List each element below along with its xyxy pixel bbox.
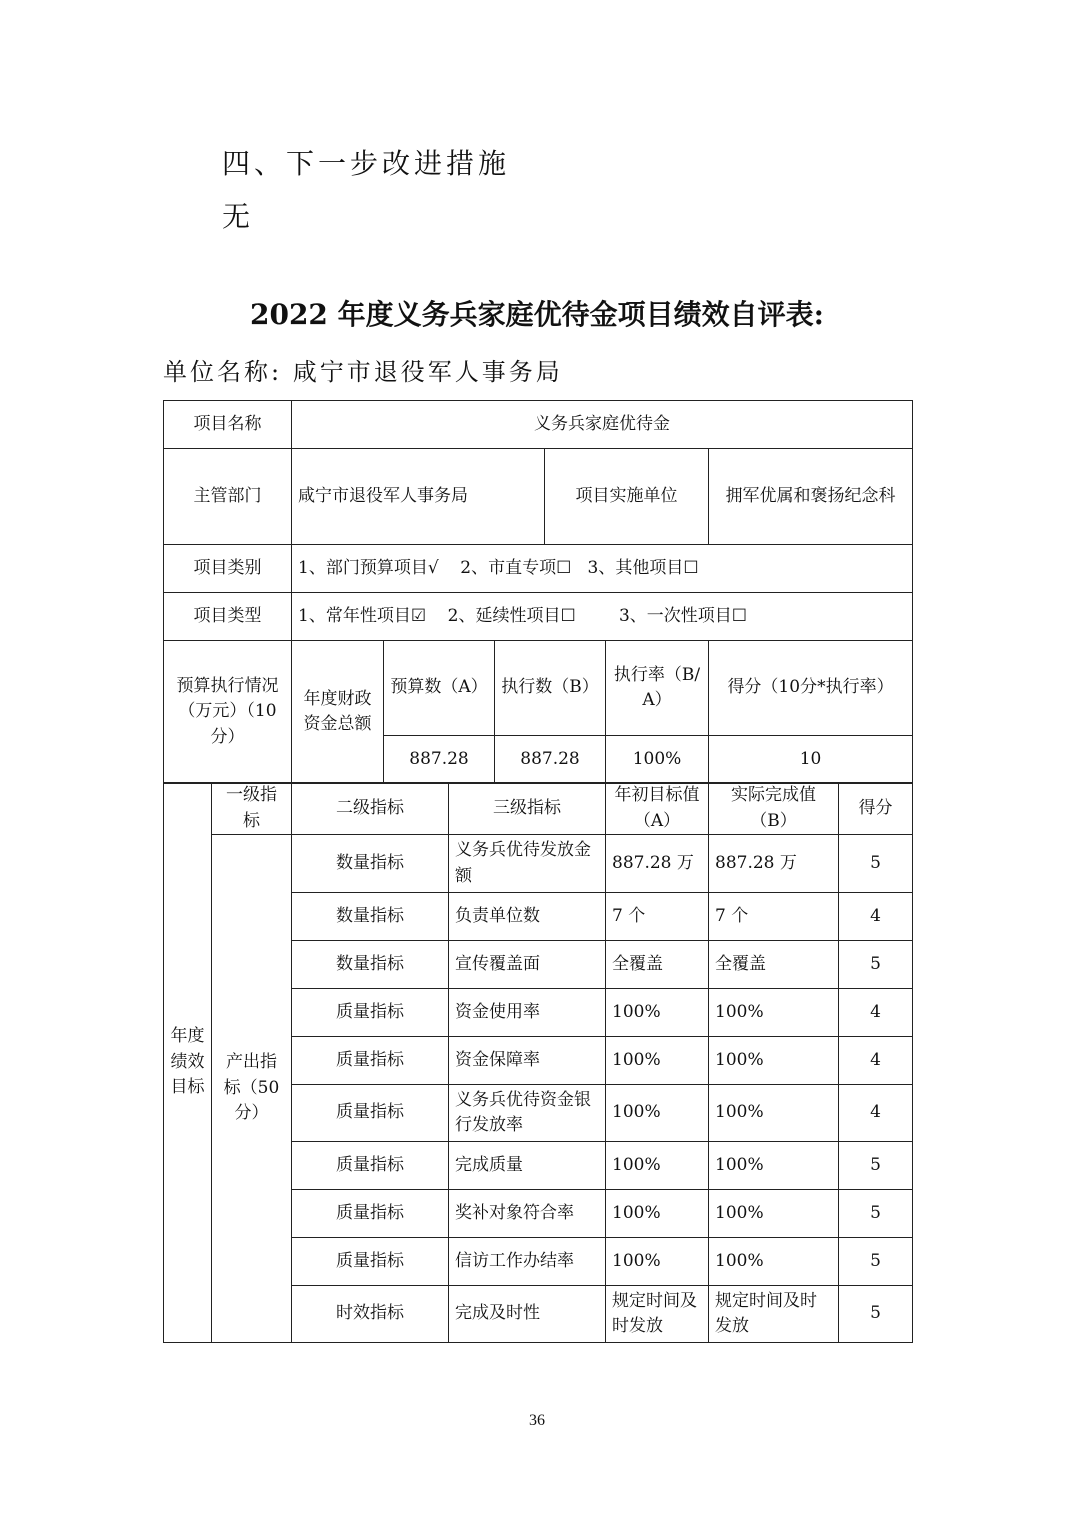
actual-value-cell: 全覆盖 xyxy=(709,941,839,989)
document-title: 2022 年度义务兵家庭优待金项目绩效自评表: xyxy=(249,298,825,331)
level2-cell: 质量指标 xyxy=(292,1190,449,1238)
level3-cell: 负责单位数 xyxy=(449,893,606,941)
exec-amount-label: 执行数（B） xyxy=(495,641,606,736)
actual-value-cell: 7 个 xyxy=(709,893,839,941)
col-score-header: 得分 xyxy=(839,783,913,835)
actual-value-cell: 规定时间及时发放 xyxy=(709,1286,839,1343)
level2-cell: 数量指标 xyxy=(292,835,449,893)
target-value-cell: 100% xyxy=(606,1142,709,1190)
actual-value-cell: 100% xyxy=(709,1238,839,1286)
impl-unit-value: 拥军优属和褒扬纪念科 xyxy=(709,449,913,545)
impl-unit-label: 项目实施单位 xyxy=(545,449,709,545)
dept-value: 咸宁市退役军人事务局 xyxy=(292,449,545,545)
target-value-cell: 7 个 xyxy=(606,893,709,941)
project-info-table xyxy=(163,400,913,784)
score-cell: 5 xyxy=(839,941,913,989)
exec-rate-label: 执行率（B/A） xyxy=(606,641,709,736)
actual-value-cell: 100% xyxy=(709,1085,839,1142)
target-value-cell: 全覆盖 xyxy=(606,941,709,989)
category-value: 1、部门预算项目√ 2、市直专项☐ 3、其他项目☐ xyxy=(292,545,913,593)
budget-amount-value: 887.28 xyxy=(384,736,495,784)
target-value-cell: 100% xyxy=(606,1190,709,1238)
score-cell: 5 xyxy=(839,1238,913,1286)
target-value-cell: 100% xyxy=(606,1037,709,1085)
exec-amount-value: 887.28 xyxy=(495,736,606,784)
annual-fund-label: 年度财政资金总额 xyxy=(292,641,384,784)
score-cell: 4 xyxy=(839,1037,913,1085)
budget-exec-label: 预算执行情况（万元）（10分） xyxy=(164,641,292,784)
level2-cell: 质量指标 xyxy=(292,1037,449,1085)
col-level1-header: 一级指标 xyxy=(212,783,292,835)
col-target-header: 年初目标值（A） xyxy=(606,783,709,835)
level2-cell: 质量指标 xyxy=(292,989,449,1037)
level2-cell: 质量指标 xyxy=(292,1142,449,1190)
actual-value-cell: 100% xyxy=(709,1037,839,1085)
score-cell: 5 xyxy=(839,1286,913,1343)
score-cell: 4 xyxy=(839,893,913,941)
level3-cell: 完成质量 xyxy=(449,1142,606,1190)
performance-table xyxy=(163,782,913,1343)
budget-amount-label: 预算数（A） xyxy=(384,641,495,736)
actual-value-cell: 100% xyxy=(709,1142,839,1190)
col-level2-header: 二级指标 xyxy=(292,783,449,835)
actual-value-cell: 887.28 万 xyxy=(709,835,839,893)
level2-cell: 质量指标 xyxy=(292,1238,449,1286)
level2-cell: 质量指标 xyxy=(292,1085,449,1142)
budget-score-value: 10 xyxy=(709,736,913,784)
level3-cell: 义务兵优待发放金额 xyxy=(449,835,606,893)
level2-cell: 数量指标 xyxy=(292,941,449,989)
target-value-cell: 规定时间及时发放 xyxy=(606,1286,709,1343)
level3-cell: 宣传覆盖面 xyxy=(449,941,606,989)
section-heading: 四、下一步改进措施 xyxy=(222,147,511,180)
level2-cell: 数量指标 xyxy=(292,893,449,941)
score-cell: 5 xyxy=(839,1142,913,1190)
score-cell: 4 xyxy=(839,989,913,1037)
score-cell: 4 xyxy=(839,1085,913,1142)
actual-value-cell: 100% xyxy=(709,989,839,1037)
level3-cell: 奖补对象符合率 xyxy=(449,1190,606,1238)
perf-row xyxy=(164,835,913,893)
score-cell: 5 xyxy=(839,1190,913,1238)
col-level3-header: 三级指标 xyxy=(449,783,606,835)
level1-output-label: 产出指标（50分） xyxy=(212,835,292,1343)
exec-rate-value: 100% xyxy=(606,736,709,784)
project-name-value: 义务兵家庭优待金 xyxy=(292,401,913,449)
level3-cell: 完成及时性 xyxy=(449,1286,606,1343)
unit-name-line: 单位名称: 咸宁市退役军人事务局 xyxy=(163,358,563,386)
level2-cell: 时效指标 xyxy=(292,1286,449,1343)
type-value: 1、常年性项目☑ 2、延续性项目☐ 3、一次性项目☐ xyxy=(292,593,913,641)
project-name-label: 项目名称 xyxy=(164,401,292,449)
target-value-cell: 100% xyxy=(606,989,709,1037)
section-body-text: 无 xyxy=(222,200,251,233)
category-label: 项目类别 xyxy=(164,545,292,593)
target-value-cell: 887.28 万 xyxy=(606,835,709,893)
col-actual-header: 实际完成值（B） xyxy=(709,783,839,835)
level3-cell: 义务兵优待资金银行发放率 xyxy=(449,1085,606,1142)
score-cell: 5 xyxy=(839,835,913,893)
page-number: 36 xyxy=(529,1412,545,1429)
target-value-cell: 100% xyxy=(606,1085,709,1142)
budget-score-label: 得分（10分*执行率） xyxy=(709,641,913,736)
level3-cell: 资金使用率 xyxy=(449,989,606,1037)
level3-cell: 信访工作办结率 xyxy=(449,1238,606,1286)
actual-value-cell: 100% xyxy=(709,1190,839,1238)
target-value-cell: 100% xyxy=(606,1238,709,1286)
level3-cell: 资金保障率 xyxy=(449,1037,606,1085)
type-label: 项目类型 xyxy=(164,593,292,641)
dept-label: 主管部门 xyxy=(164,449,292,545)
perf-side-label: 年度绩效目标 xyxy=(164,783,212,1343)
